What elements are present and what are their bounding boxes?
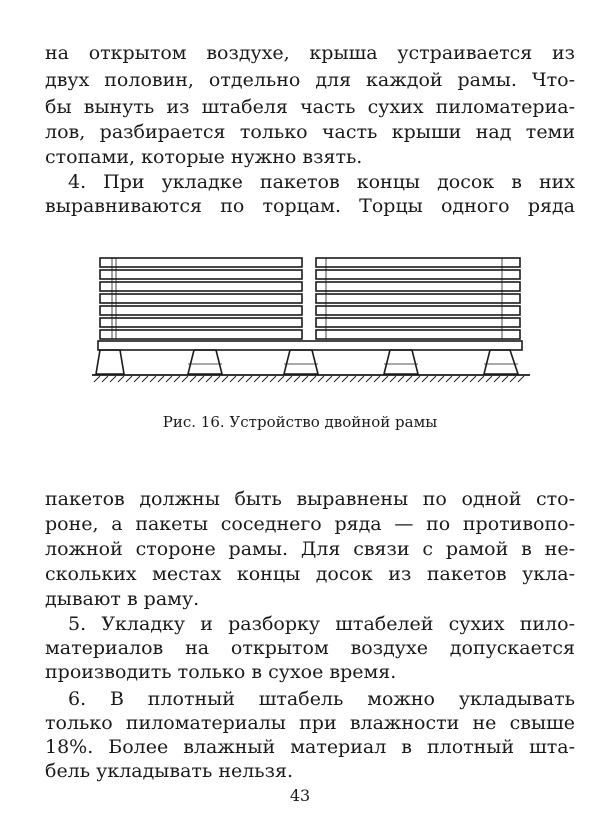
double-frame-figure	[90, 250, 530, 390]
text-line: только пиломатериалы при влажности не свыше	[45, 712, 575, 734]
text-line: материалов на открытом воздухе допускается	[45, 637, 575, 659]
left-board-stack	[100, 258, 302, 339]
text-line: лов, разбирается только часть крыши над теми	[45, 121, 575, 143]
text-line: выравниваются по торцам. Торцы одного ряда	[45, 195, 575, 217]
text-line: 5. Укладку и разборку штабелей сухих пило-	[68, 613, 575, 635]
text-line: роне, а пакеты соседнего ряда — по противопо-	[45, 513, 575, 535]
text-line: бель укладывать нельзя.	[45, 760, 294, 782]
right-board-stack	[316, 258, 520, 339]
text-line: бы вынуть из штабеля часть сухих пиломатериа-	[45, 96, 575, 118]
text-line: 6. В плотный штабель можно укладывать	[68, 688, 575, 710]
text-line: скольких местах концы досок из пакетов укла-	[45, 563, 575, 585]
text-line: дывают в раму.	[45, 588, 200, 610]
double-frame-drawing	[90, 250, 530, 390]
text-line: 4. При укладке пакетов концы досок в них	[68, 171, 575, 193]
text-line: пакетов должны быть выравнены по одной сто-	[45, 488, 575, 510]
text-line: 18%. Более влажный материал в плотный шта-	[45, 736, 575, 758]
frame-beam	[98, 341, 522, 350]
page-number: 43	[289, 786, 311, 805]
ground-hatching	[94, 376, 524, 382]
text-line: на открытом воздухе, крыша устраивается из	[45, 42, 575, 64]
text-line: производить только в сухое время.	[45, 661, 397, 683]
text-line: двух половин, отдельно для каждой рамы. Что-	[45, 69, 575, 91]
frame-supports	[96, 350, 518, 374]
text-line: стопами, которые нужно взять.	[45, 146, 363, 168]
figure-caption: Рис. 16. Устройство двойной рамы	[162, 413, 438, 431]
text-line: ложной стороне рамы. Для связи с рамой в не-	[45, 538, 575, 560]
